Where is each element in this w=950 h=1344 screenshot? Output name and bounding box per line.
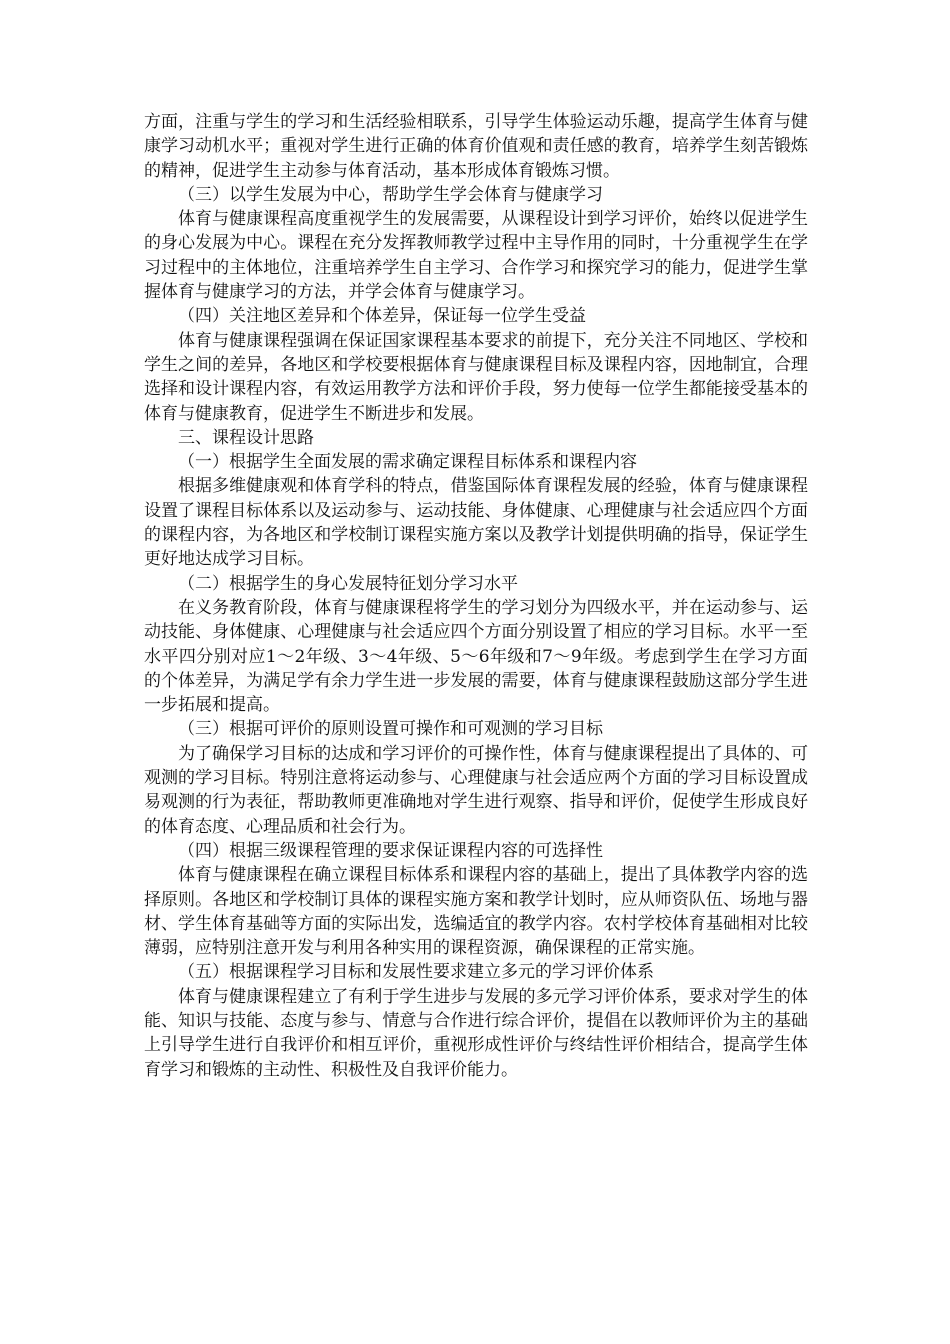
paragraph: 体育与健康课程建立了有利于学生进步与发展的多元学习评价体系，要求对学生的体能、知识与技能、态度与参与、情意与合作进行综合评价，提倡在以教师评价为主的基础上引导学生进行自我评价和相互评价，重视形成性评价与终结性评价相结合，提高学生体育学习和锻炼的主动性、积极性及自我评价能力。 (144, 986, 808, 1080)
section-heading: （五）根据课程学习目标和发展性要求建立多元的学习评价体系 (178, 962, 654, 983)
chapter-heading: 三、课程设计思路 (178, 427, 314, 448)
section-heading: （四）根据三级课程管理的要求保证课程内容的可选择性 (178, 840, 603, 861)
paragraph: 体育与健康课程在确立课程目标体系和课程内容的基础上，提出了具体教学内容的选择原则。各地区和学校制订具体的课程实施方案和教学计划时，应从师资队伍、场地与器材、学生体育基础等方面的实际出发，选编适宜的教学内容。农村学校体育基础相对比较薄弱，应特别注意开发与利用各种实用的课程资源，确保课程的正常实施。 (144, 865, 808, 959)
paragraph: 为了确保学习目标的达成和学习评价的可操作性，体育与健康课程提出了具体的、可观测的学习目标。特别注意将运动参与、心理健康与社会适应两个方面的学习目标设置成易观测的行为表征，帮助教师更准确地对学生进行观察、指导和评价，促使学生形成良好的体育态度、心理品质和社会行为。 (144, 743, 808, 837)
section-heading: （一）根据学生全面发展的需求确定课程目标体系和课程内容 (178, 452, 637, 473)
section-heading: （四）关注地区差异和个体差异，保证每一位学生受益 (178, 306, 586, 327)
paragraph: 体育与健康课程强调在保证国家课程基本要求的前提下，充分关注不同地区、学校和学生之间的差异，各地区和学校要根据体育与健康课程目标及课程内容，因地制宜，合理选择和设计课程内容，有效运用教学方法和评价手段，努力使每一位学生都能接受基本的体育与健康教育，促进学生不断进步和发展。 (144, 330, 808, 424)
paragraph-continuation: 方面，注重与学生的学习和生活经验相联系，引导学生体验运动乐趣，提高学生体育与健康学习动机水平；重视对学生进行正确的体育价值观和责任感的教育，培养学生刻苦锻炼的精神，促进学生主动参与体育活动，基本形成体育锻炼习惯。 (144, 112, 808, 181)
paragraph: 根据多维健康观和体育学科的特点，借鉴国际体育课程发展的经验，体育与健康课程设置了课程目标体系以及运动参与、运动技能、身体健康、心理健康与社会适应四个方面的课程内容，为各地区和学校制订课程实施方案以及教学计划提供明确的指导，保证学生更好地达成学习目标。 (144, 476, 808, 570)
section-heading: （三）以学生发展为中心，帮助学生学会体育与健康学习 (178, 184, 603, 205)
section-heading: （二）根据学生的身心发展特征划分学习水平 (178, 573, 518, 594)
document-page (144, 110, 808, 1082)
paragraph: 体育与健康课程高度重视学生的发展需要，从课程设计到学习评价，始终以促进学生的身心发展为中心。课程在充分发挥教师教学过程中主导作用的同时，十分重视学生在学习过程中的主体地位，注重培养学生自主学习、合作学习和探究学习的能力，促进学生掌握体育与健康学习的方法，并学会体育与健康学习。 (144, 209, 808, 303)
paragraph: 在义务教育阶段，体育与健康课程将学生的学习划分为四级水平，并在运动参与、运动技能、身体健康、心理健康与社会适应四个方面分别设置了相应的学习目标。水平一至水平四分别对应1～2年级、3～4年级、5～6年级和7～9年级。考虑到学生在学习方面的个体差异，为满足学有余力学生进一步发展的需要，体育与健康课程鼓励这部分学生进一步拓展和提高。 (144, 597, 808, 716)
section-heading: （三）根据可评价的原则设置可操作和可观测的学习目标 (178, 719, 603, 740)
